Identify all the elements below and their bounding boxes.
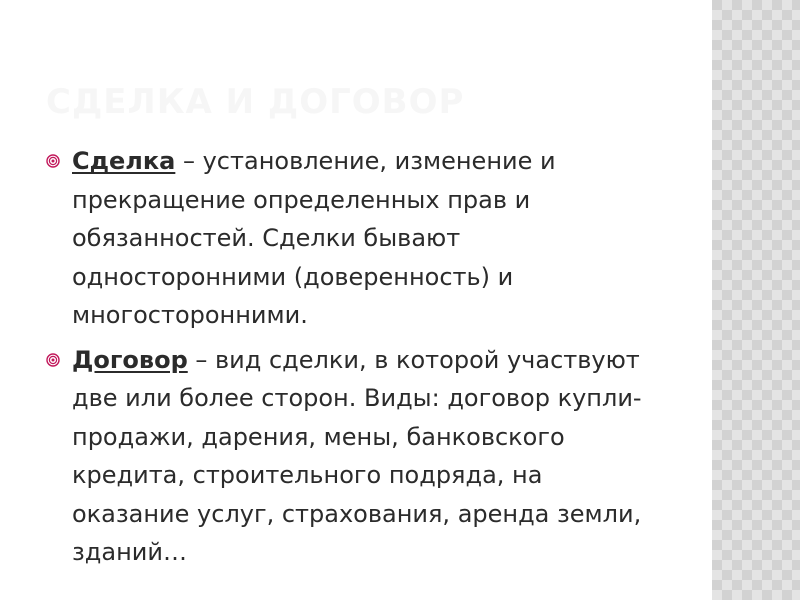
bullet-text-dogovor: – вид сделки, в которой участвуют две или более сторон. Виды: договор купли-продажи, дарения, мены, банковского кредита, строительного подряда, на оказание услуг, страхования, аренда земли, зданий… [72, 345, 642, 566]
term-dogovor: Договор [72, 345, 188, 374]
bullet-text-sdelka: – установление, изменение и прекращение определенных прав и обязанностей. Сделки бывают односторонними (доверенность) и многосторонними. [72, 147, 556, 329]
term-sdelka: Сделка [72, 147, 176, 175]
target-circle-icon [46, 353, 60, 367]
slide-content [46, 142, 666, 578]
bullet-item-dogovor [46, 341, 666, 572]
decorative-side-band [712, 0, 800, 600]
slide-title: СДЕЛКА И ДОГОВОР [46, 82, 465, 122]
target-circle-icon [46, 154, 60, 168]
bullet-item-sdelka [46, 142, 666, 335]
